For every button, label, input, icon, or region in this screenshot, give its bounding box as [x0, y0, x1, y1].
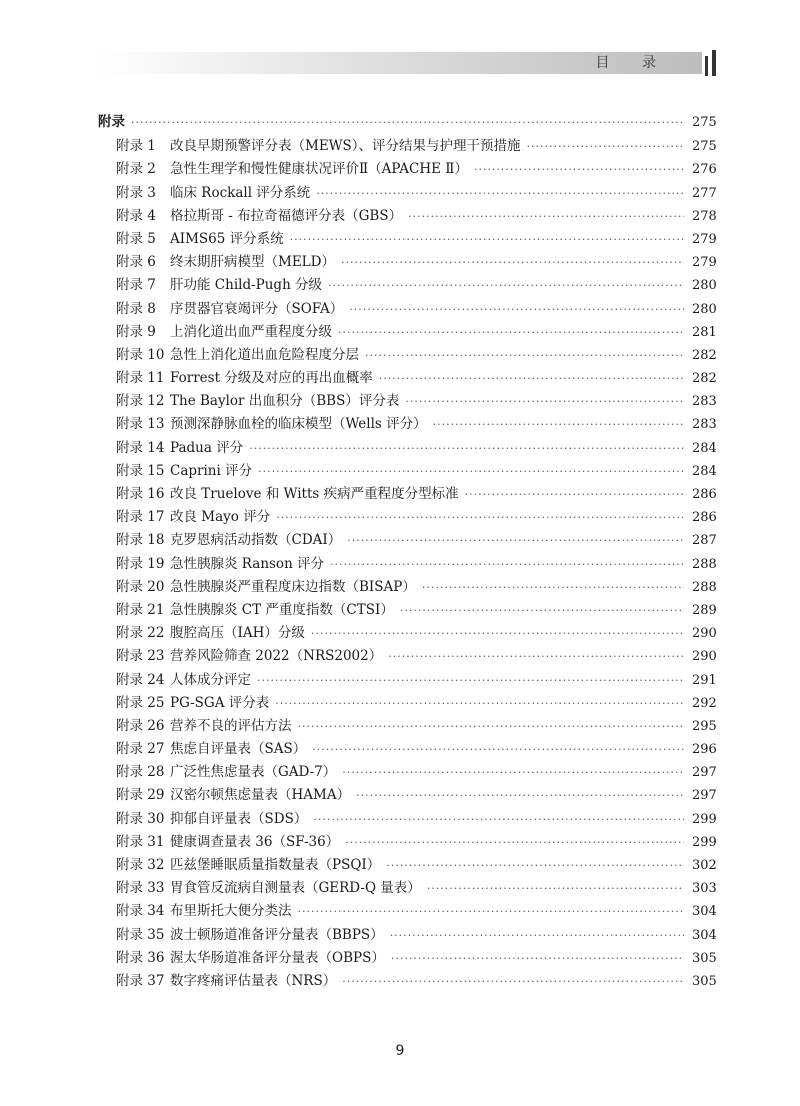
toc-entry[interactable] — [98, 737, 716, 760]
toc-entry-label: 附录 3 — [116, 184, 156, 201]
toc-entry-title: 临床 Rockall 评分系统 — [170, 184, 311, 201]
toc-entry[interactable] — [98, 273, 716, 296]
toc-entry[interactable] — [98, 575, 716, 598]
toc-entry-page: 287 — [692, 533, 717, 549]
toc-entry-page: 297 — [692, 788, 717, 804]
toc-entry-label: 附录 4 — [116, 207, 156, 224]
toc-entry-title: 匹兹堡睡眠质量指数量表（PSQI） — [170, 857, 381, 873]
toc-entry-page: 284 — [692, 440, 717, 456]
toc-entry[interactable] — [98, 157, 716, 180]
toc-entry-title: 肝功能 Child-Pugh 分级 — [170, 277, 323, 294]
toc-entry-title: 数字疼痛评估量表（NRS） — [170, 972, 337, 989]
toc-entry[interactable] — [98, 552, 716, 575]
toc-entry-page: 281 — [692, 324, 717, 340]
leader-dots — [345, 836, 684, 849]
toc-entry-title: 人体成分评定 — [170, 671, 251, 688]
leader-dots — [290, 233, 684, 246]
toc-entry[interactable] — [98, 227, 716, 250]
toc-entry-title: 急性胰腺炎 CT 严重度指数（CTSI） — [170, 601, 394, 618]
leader-dots — [249, 442, 684, 455]
toc-entry-label: 附录 14 — [116, 439, 165, 456]
toc-entry-label: 附录 27 — [116, 741, 165, 758]
toc-entry-page: 276 — [692, 162, 717, 178]
toc-entry[interactable] — [98, 691, 716, 714]
toc-entry-label: 附录 34 — [116, 903, 165, 920]
toc-entry-page: 286 — [692, 510, 717, 526]
toc-entry[interactable] — [98, 714, 716, 737]
leader-dots — [427, 882, 684, 895]
toc-entry-page: 282 — [692, 371, 717, 387]
toc-entry-label: 附录 7 — [116, 277, 156, 294]
leader-dots — [391, 952, 684, 965]
leader-dots — [433, 418, 684, 431]
toc-entry-label: 附录 2 — [116, 161, 156, 178]
toc-entry-label: 附录 25 — [116, 694, 165, 711]
toc-entry[interactable] — [98, 807, 716, 830]
toc-entry-page: 283 — [692, 417, 717, 433]
toc-entry[interactable] — [98, 644, 716, 667]
toc-entry-title: 预测深静脉血栓的临床模型（Wells 评分） — [170, 416, 427, 433]
leader-dots — [341, 256, 684, 269]
toc-entry-title: 格拉斯哥 - 布拉奇福德评分表（GBS） — [170, 207, 403, 224]
leader-dots — [311, 627, 684, 640]
toc-entry-page: 282 — [692, 347, 717, 363]
toc-entry-title: 改良早期预警评分表（MEWS）、评分结果与护理干预措施 — [170, 138, 521, 155]
toc-entry-title: The Baylor 出血积分（BBS）评分表 — [170, 393, 400, 410]
toc-entry-page: 302 — [692, 858, 717, 873]
toc-entry-label: 附录 16 — [116, 486, 165, 502]
toc-entry-title: 健康调查量表 36（SF-36） — [170, 833, 340, 850]
toc-entry[interactable] — [98, 923, 716, 946]
toc-entry[interactable] — [98, 134, 716, 157]
toc-entry[interactable] — [98, 250, 716, 273]
toc-entry-page: 279 — [692, 231, 717, 247]
toc-entry-page: 295 — [692, 718, 717, 734]
toc-entry-page: 288 — [692, 556, 717, 572]
toc-entry-page: 299 — [692, 811, 717, 827]
toc-entry-page: 299 — [692, 834, 717, 850]
toc-entry-title: 渥太华肠道准备评分量表（OBPS） — [170, 949, 385, 966]
toc-entry[interactable] — [98, 783, 716, 806]
toc-entry-title: 急性生理学和慢性健康状况评价Ⅱ（APACHE Ⅱ） — [170, 161, 468, 178]
toc-entry-page: 279 — [692, 255, 717, 271]
toc-entry[interactable] — [98, 366, 716, 389]
toc-entry-title: Forrest 分级及对应的再出血概率 — [170, 370, 373, 387]
toc-entry-page: 291 — [692, 672, 717, 688]
toc-entry[interactable] — [98, 528, 716, 551]
toc-entry-title: 上消化道出血严重程度分级 — [170, 323, 332, 340]
toc-entry-label: 附录 30 — [116, 810, 165, 827]
toc-entry-label: 附录 9 — [116, 323, 156, 340]
toc-entry[interactable] — [98, 412, 716, 435]
toc-entry-page: 290 — [692, 649, 717, 665]
toc-entry[interactable] — [98, 760, 716, 783]
toc-entry-page: 277 — [692, 185, 717, 201]
leader-dots — [338, 326, 684, 339]
toc-entry-label: 附录 35 — [116, 926, 165, 943]
toc-entry-page: 305 — [692, 973, 717, 989]
toc-entry-label: 附录 28 — [116, 764, 165, 781]
toc-entry[interactable] — [98, 946, 716, 969]
toc-entry[interactable] — [98, 853, 716, 876]
toc-entry-label: 附录 12 — [116, 393, 165, 410]
toc-entry[interactable] — [98, 320, 716, 343]
toc-entry-page: 275 — [692, 139, 717, 155]
leader-dots — [349, 303, 684, 316]
leader-dots — [298, 905, 685, 918]
toc-entry-label: 附录 20 — [116, 578, 165, 595]
toc-entry-title: 营养不良的评估方法 — [170, 717, 292, 734]
header-title: 目 录 — [595, 55, 670, 71]
toc-entry-label: 附录 26 — [116, 717, 165, 734]
toc-entry-label: 附录 18 — [116, 532, 165, 549]
toc-entry-label: 附录 23 — [116, 648, 165, 665]
leader-dots — [405, 395, 684, 408]
toc-entry-title: 抑郁自评量表（SDS） — [170, 810, 308, 827]
toc-entry-title: 胃食管反流病自测量表（GERD-Q 量表） — [170, 880, 421, 897]
toc-entry-title: 焦虑自评量表（SAS） — [170, 741, 307, 758]
toc-entry[interactable] — [98, 621, 716, 644]
page-number: 9 — [395, 1043, 405, 1059]
leader-dots — [474, 163, 684, 176]
toc-entry-title: 改良 Truelove 和 Witts 疾病严重程度分型标准 — [170, 486, 459, 502]
toc-entry[interactable] — [98, 830, 716, 853]
toc-entry-page: 297 — [692, 765, 717, 781]
toc-entry-title: 广泛性焦虑量表（GAD-7） — [170, 764, 337, 781]
toc-entry[interactable] — [98, 969, 716, 992]
toc-entry[interactable] — [98, 181, 716, 204]
toc-entry-label: 附录 32 — [116, 857, 165, 873]
toc-entry[interactable] — [98, 343, 716, 366]
leader-dots — [400, 604, 684, 617]
leader-dots — [356, 789, 684, 802]
toc-entry-page: 304 — [692, 904, 717, 920]
toc-entry-label: 附录 6 — [116, 254, 156, 271]
leader-dots — [257, 674, 684, 687]
toc-entry-label: 附录 22 — [116, 625, 165, 642]
toc-entry-title: AIMS65 评分系统 — [170, 230, 284, 247]
toc-entry-list — [98, 134, 716, 992]
toc-entry-title: 波士顿肠道准备评分量表（BBPS） — [170, 926, 384, 943]
toc-entry-page: 296 — [692, 742, 717, 758]
leader-dots — [330, 558, 684, 571]
toc-entry-page: 289 — [692, 602, 717, 618]
toc-entry-label: 附录 36 — [116, 949, 165, 966]
leader-dots — [388, 650, 684, 663]
toc-entry-page: 290 — [692, 626, 717, 642]
toc-entry-title: PG-SGA 评分表 — [170, 694, 270, 711]
toc-section-row[interactable] — [98, 110, 716, 133]
leader-dots — [347, 534, 684, 547]
toc-entry-page: 280 — [692, 278, 717, 294]
leader-dots — [390, 929, 684, 942]
toc-entry[interactable] — [98, 668, 716, 691]
toc-entry[interactable] — [98, 899, 716, 922]
toc-entry-label: 附录 5 — [116, 230, 156, 247]
toc-entry-page: 283 — [692, 394, 717, 410]
toc-entry-page: 303 — [692, 881, 717, 897]
toc-entry[interactable] — [98, 204, 716, 227]
toc-entry-label: 附录 37 — [116, 972, 165, 989]
toc-entry-title: 克罗恩病活动指数（CDAI） — [170, 532, 342, 549]
toc-entry[interactable] — [98, 389, 716, 412]
toc-entry[interactable] — [98, 598, 716, 621]
toc-entry-title: 急性胰腺炎严重程度床边指数（BISAP） — [170, 578, 416, 595]
toc-entry-label: 附录 31 — [116, 833, 165, 850]
toc-entry-label: 附录 1 — [116, 138, 156, 155]
toc-entry-title: Caprini 评分 — [170, 462, 253, 479]
toc-entry-title: 汉密尔顿焦虑量表（HAMA） — [170, 787, 351, 804]
leader-dots — [328, 279, 684, 292]
leader-dots — [408, 210, 684, 223]
leader-dots — [131, 116, 684, 129]
toc-entry-title: 改良 Mayo 评分 — [170, 509, 271, 526]
toc-entry-label: 附录 11 — [116, 370, 165, 387]
toc-entry-label: 附录 33 — [116, 880, 165, 897]
leader-dots — [275, 697, 684, 710]
toc-entry-label: 附录 8 — [116, 300, 156, 317]
toc-entry-title: 终末期肝病模型（MELD） — [170, 254, 335, 271]
toc-entry[interactable] — [98, 482, 716, 505]
leader-dots — [527, 140, 684, 153]
toc-entry[interactable] — [98, 505, 716, 528]
toc-entry-label: 附录 10 — [116, 346, 165, 363]
table-of-contents — [98, 110, 716, 992]
leader-dots — [342, 975, 684, 988]
toc-entry-title: Padua 评分 — [170, 439, 244, 456]
toc-entry-title: 布里斯托大便分类法 — [170, 903, 292, 920]
toc-entry-title: 急性上消化道出血危险程度分层 — [170, 346, 359, 363]
toc-section-page: 275 — [692, 115, 717, 130]
toc-entry-page: 284 — [692, 463, 717, 479]
toc-entry[interactable] — [98, 876, 716, 899]
toc-entry[interactable] — [98, 459, 716, 482]
toc-entry-page: 286 — [692, 487, 717, 502]
toc-entry-title: 营养风险筛查 2022（NRS2002） — [170, 648, 383, 665]
toc-entry-label: 附录 29 — [116, 787, 165, 804]
leader-dots — [312, 743, 684, 756]
toc-section-label: 附录 — [98, 114, 125, 130]
toc-entry[interactable] — [98, 436, 716, 459]
leader-dots — [313, 813, 684, 826]
toc-entry-page: 304 — [692, 927, 717, 943]
leader-dots — [258, 465, 684, 478]
leader-dots — [342, 766, 684, 779]
toc-entry[interactable] — [98, 297, 716, 320]
toc-entry-label: 附录 15 — [116, 462, 165, 479]
leader-dots — [465, 488, 684, 501]
leader-dots — [316, 187, 684, 200]
header-bars-icon — [705, 50, 719, 76]
toc-entry-label: 附录 19 — [116, 555, 165, 572]
toc-entry-title: 序贯器官衰竭评分（SOFA） — [170, 300, 344, 317]
toc-entry-label: 附录 17 — [116, 509, 165, 526]
toc-entry-label: 附录 13 — [116, 416, 165, 433]
toc-entry-label: 附录 21 — [116, 601, 165, 618]
toc-entry-page: 305 — [692, 950, 717, 966]
leader-dots — [276, 511, 684, 524]
toc-entry-title: 急性胰腺炎 Ranson 评分 — [170, 555, 325, 572]
toc-entry-page: 292 — [692, 695, 717, 711]
leader-dots — [422, 581, 684, 594]
toc-entry-label: 附录 24 — [116, 671, 165, 688]
leader-dots — [379, 372, 684, 385]
toc-entry-page: 280 — [692, 301, 717, 317]
toc-entry-page: 278 — [692, 208, 717, 224]
leader-dots — [365, 349, 684, 362]
leader-dots — [386, 859, 684, 872]
toc-entry-page: 288 — [692, 579, 717, 595]
toc-entry-title: 腹腔高压（IAH）分级 — [170, 625, 305, 642]
leader-dots — [298, 720, 685, 733]
